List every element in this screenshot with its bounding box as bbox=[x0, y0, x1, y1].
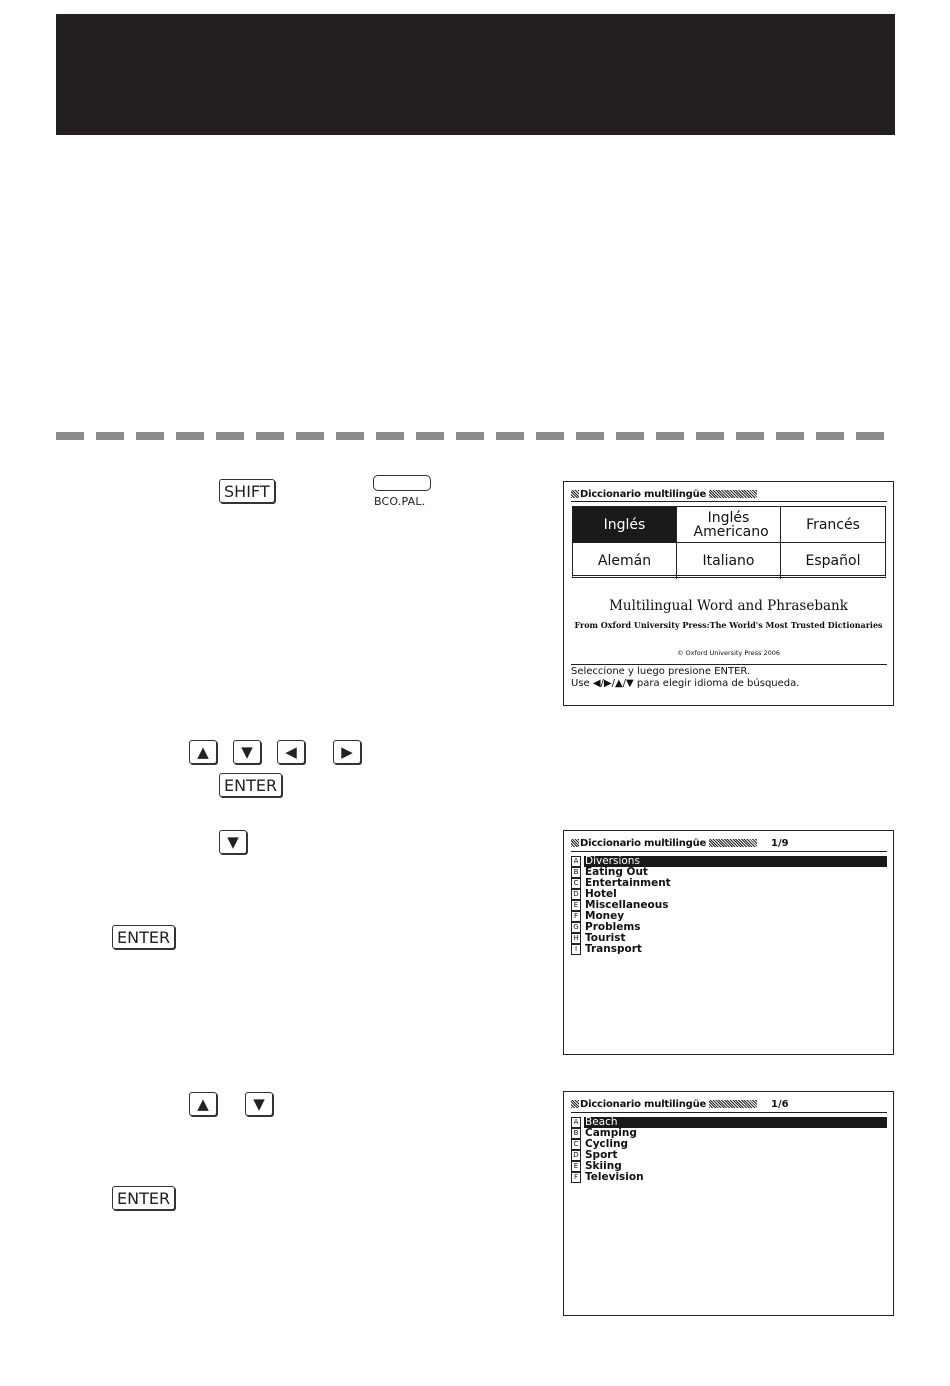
list-item-label: Problems bbox=[585, 921, 641, 933]
bco-pal-key-label: BCO.PAL. bbox=[374, 495, 426, 508]
language-option[interactable]: Italiano bbox=[677, 543, 781, 579]
list-item[interactable] bbox=[571, 944, 887, 955]
language-option[interactable]: Alemán bbox=[573, 543, 677, 579]
list-item-label: Skiing bbox=[585, 1160, 622, 1172]
title-rule bbox=[571, 501, 887, 502]
down-arrow-key: ▼ bbox=[245, 1092, 273, 1116]
letter-key-icon: A bbox=[571, 1117, 581, 1128]
letter-key-icon: D bbox=[571, 1150, 581, 1161]
up-arrow-key: ▲ bbox=[189, 1092, 217, 1116]
letter-key-icon: B bbox=[571, 867, 581, 878]
screen-title: Diccionario multilingüe bbox=[571, 1099, 758, 1110]
brand-title: Multilingual Word and Phrasebank bbox=[609, 598, 848, 614]
down-arrow-key: ▼ bbox=[233, 740, 261, 764]
hatch-icon bbox=[571, 1100, 579, 1108]
list-item-label: Camping bbox=[585, 1127, 637, 1139]
hatch-icon bbox=[709, 839, 757, 847]
list-item-label: Sport bbox=[585, 1149, 618, 1161]
bco-pal-key bbox=[373, 475, 431, 491]
language-option[interactable]: Español bbox=[805, 553, 861, 569]
copyright: © Oxford University Press 2006 bbox=[676, 649, 781, 657]
list-item-label: Eating Out bbox=[585, 866, 648, 878]
list-item-label: Cycling bbox=[585, 1138, 628, 1150]
letter-key-icon: A bbox=[571, 856, 581, 867]
enter-key: ENTER bbox=[112, 925, 175, 949]
hatch-icon bbox=[571, 839, 579, 847]
down-arrow-key: ▼ bbox=[219, 830, 247, 854]
list-item-label: Entertainment bbox=[585, 877, 671, 889]
letter-key-icon: B bbox=[571, 1128, 581, 1139]
language-option[interactable]: Inglés bbox=[573, 507, 677, 543]
up-arrow-key: ▲ bbox=[189, 740, 217, 764]
hint-line: Use ◀/▶/▲/▼ para elegir idioma de búsqueda. bbox=[571, 678, 800, 689]
list-item[interactable] bbox=[571, 878, 887, 889]
screen-category-list bbox=[563, 830, 894, 1055]
section-divider bbox=[56, 432, 895, 440]
list-item-label: Hotel bbox=[585, 888, 617, 900]
list-item-label: Beach bbox=[584, 1117, 887, 1128]
language-option-label: Inglés Americano bbox=[693, 509, 769, 540]
hatch-icon bbox=[709, 1100, 757, 1108]
screen-subcategory-list bbox=[563, 1091, 894, 1316]
list-item-label: Transport bbox=[585, 943, 642, 955]
title-rule bbox=[571, 851, 887, 852]
letter-key-icon: G bbox=[571, 922, 581, 933]
list-item-label: Diversions bbox=[584, 856, 887, 867]
enter-key: ENTER bbox=[219, 773, 282, 797]
list-item-label: Television bbox=[585, 1171, 644, 1183]
letter-key-icon: E bbox=[571, 900, 581, 911]
letter-key-icon: H bbox=[571, 933, 581, 944]
hatch-icon bbox=[571, 490, 579, 498]
language-option[interactable]: Francés bbox=[781, 507, 885, 543]
list-item[interactable] bbox=[571, 1139, 887, 1150]
left-arrow-key: ◀ bbox=[277, 740, 305, 764]
letter-key-icon: F bbox=[571, 1172, 581, 1183]
page-indicator: 1/6 bbox=[771, 1099, 789, 1110]
letter-key-icon: F bbox=[571, 911, 581, 922]
right-arrow-key: ▶ bbox=[333, 740, 361, 764]
brand-subtitle: From Oxford University Press:The World's Most Trusted Dictionaries bbox=[574, 620, 883, 630]
hint-rule bbox=[571, 664, 887, 665]
shift-key: SHIFT bbox=[219, 479, 275, 503]
letter-key-icon: D bbox=[571, 889, 581, 900]
language-option[interactable] bbox=[677, 507, 781, 543]
language-grid bbox=[572, 506, 886, 578]
hint-line: Seleccione y luego presione ENTER. bbox=[571, 666, 751, 677]
letter-key-icon: I bbox=[571, 944, 581, 955]
list-item-label: Tourist bbox=[585, 932, 626, 944]
page-indicator: 1/9 bbox=[771, 838, 789, 849]
header-bar bbox=[56, 14, 895, 135]
screen-language-select bbox=[563, 481, 894, 706]
letter-key-icon: E bbox=[571, 1161, 581, 1172]
title-rule bbox=[571, 1112, 887, 1113]
letter-key-icon: C bbox=[571, 878, 581, 889]
letter-key-icon: C bbox=[571, 1139, 581, 1150]
hatch-icon bbox=[709, 490, 757, 498]
screen-title: Diccionario multilingüe bbox=[571, 489, 758, 500]
subcategory-list bbox=[571, 1117, 887, 1183]
list-item-label: Miscellaneous bbox=[585, 899, 669, 911]
list-item[interactable] bbox=[571, 1172, 887, 1183]
enter-key: ENTER bbox=[112, 1186, 175, 1210]
screen-title: Diccionario multilingüe bbox=[571, 838, 758, 849]
list-item-label: Money bbox=[585, 910, 625, 922]
category-list bbox=[571, 856, 887, 955]
